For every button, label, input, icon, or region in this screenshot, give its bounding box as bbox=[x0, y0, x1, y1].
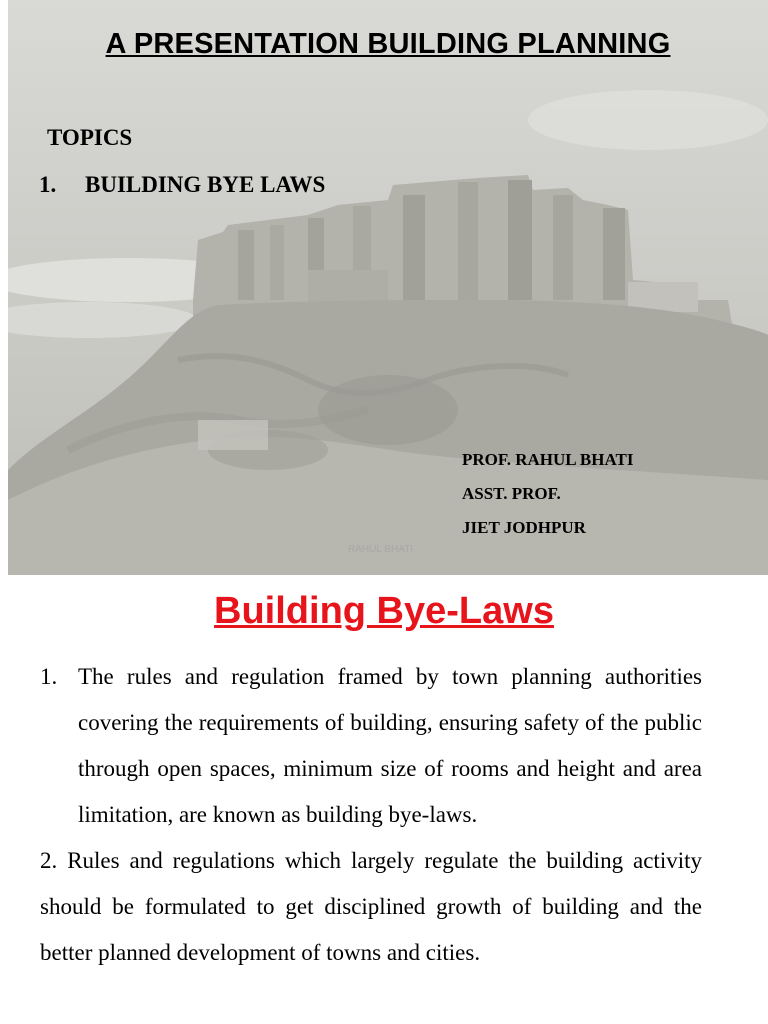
list-item: 2. Rules and regulations which largely regulate the building activity should be formulated to get disciplined growth of building and the better planned development of towns and cities. bbox=[40, 848, 702, 965]
section-title: Building Bye-Laws bbox=[214, 590, 554, 632]
author-name: PROF. RAHUL BHATI bbox=[462, 450, 634, 469]
slide-title: A PRESENTATION BUILDING PLANNING bbox=[105, 28, 671, 60]
list-item bbox=[40, 654, 702, 838]
watermark: RAHUL BHATI bbox=[348, 544, 414, 555]
fort-photo-background bbox=[8, 0, 768, 575]
topic-item bbox=[39, 172, 325, 198]
topic-number: 1. bbox=[39, 172, 57, 197]
list-item-number: 1. bbox=[40, 664, 58, 689]
author-designation: ASST. PROF. bbox=[462, 484, 561, 503]
title-slide bbox=[8, 0, 768, 575]
bye-laws-list bbox=[40, 654, 702, 976]
topic-text: BUILDING BYE LAWS bbox=[85, 172, 326, 197]
author-institute: JIET JODHPUR bbox=[462, 518, 586, 537]
topics-heading: TOPICS bbox=[47, 125, 133, 150]
list-item-text: The rules and regulation framed by town planning authorities covering the requirements of building, ensuring safety of the public through open spaces, minimum size of rooms and height and area limitation, are known as building bye-laws. bbox=[78, 664, 702, 827]
